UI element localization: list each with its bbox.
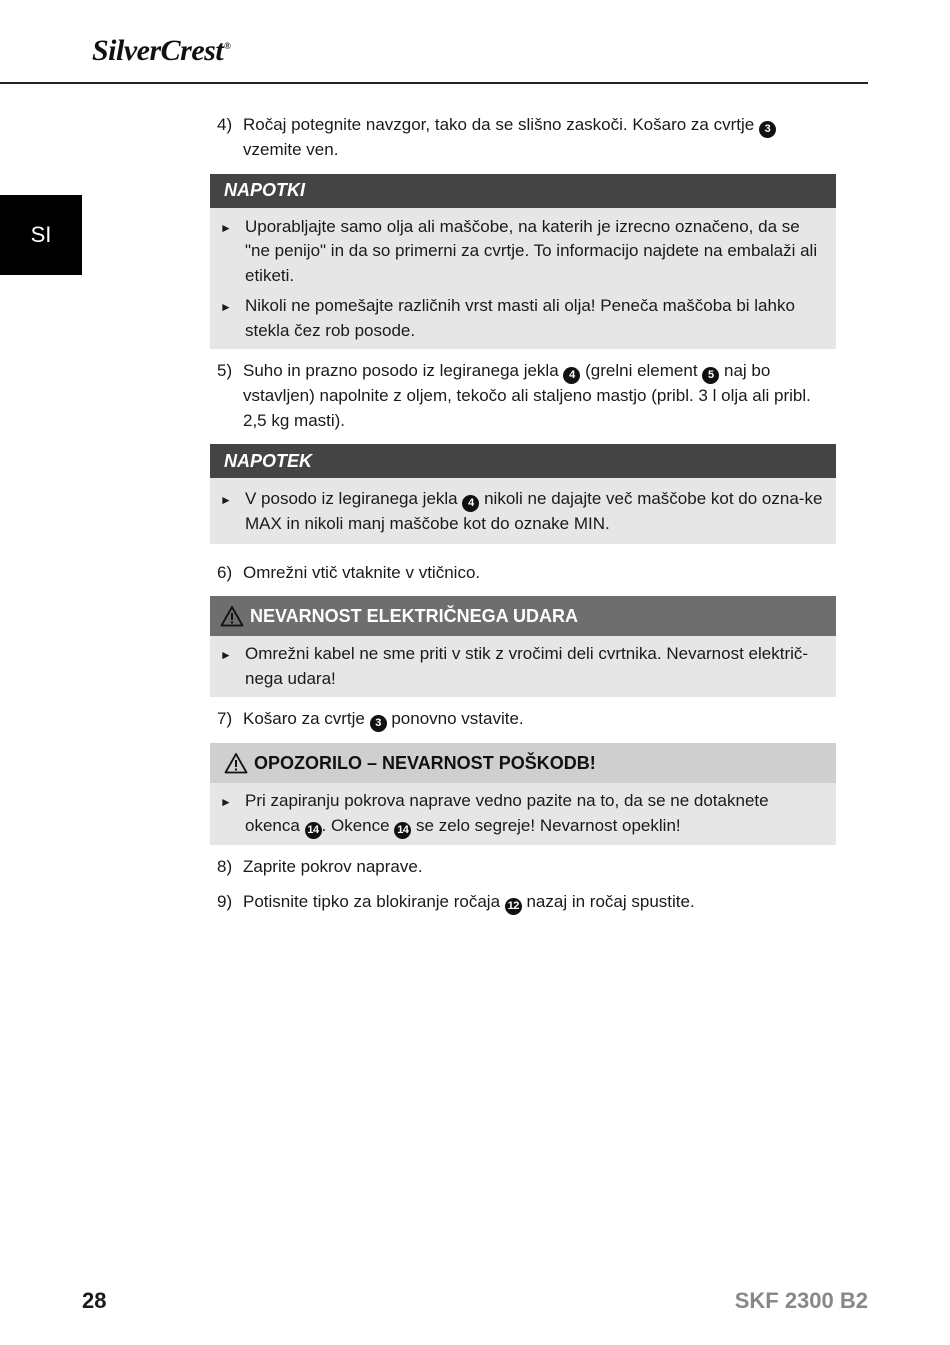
part-reference-badge: 4 [563, 367, 580, 384]
note-text-part: nikoli ne dajajte več maščobe kot do ozna-ke MAX in nikoli manj maščobe kot do oznake MIN. [245, 489, 823, 533]
step-7 [210, 707, 836, 732]
part-reference-badge: 12 [505, 898, 522, 915]
step-text-part: vzemite ven. [243, 140, 339, 159]
note-text-part: V posodo iz legiranega jekla [245, 489, 463, 508]
note-box [210, 444, 836, 544]
warning-text-part: se zelo segreje! Nevarnost opeklin! [411, 815, 681, 835]
step-text-part: ponovno vstavite. [386, 709, 524, 728]
part-reference-badge: 5 [702, 367, 719, 384]
warning-text-part: . Okence [321, 815, 395, 835]
note-title: NAPOTEK [210, 444, 836, 478]
notes-title: NAPOTKI [210, 174, 836, 208]
step-number: 4) [217, 115, 233, 134]
step-text [243, 359, 836, 433]
bullet-arrow-icon: ► [220, 493, 232, 507]
page-number: 28 [82, 1288, 107, 1313]
step-number: 7) [217, 709, 233, 728]
warning-triangle-icon [220, 605, 244, 627]
warning-title: OPOZORILO – NEVARNOST POŠKODB! [254, 752, 596, 773]
language-code: SI [30, 222, 52, 247]
step-4 [210, 113, 836, 163]
part-reference-badge: 14 [305, 822, 322, 839]
registered-mark: ® [224, 41, 231, 51]
step-number: 5) [217, 361, 233, 380]
note-text: Uporabljajte samo olja ali maščobe, na katerih je izrecno označeno, da se "ne penijo" in da so primerni za cvrtje. To informacijo najdete na embalaži ali etiketi. [245, 216, 818, 285]
step-text-part: Ročaj potegnite navzgor, tako da se slišno zaskoči. Košaro za cvrtje [243, 115, 759, 134]
model-number: SKF 2300 B2 [734, 1288, 868, 1313]
note-item [220, 215, 826, 289]
bullet-arrow-icon: ► [220, 648, 232, 662]
warning-item [220, 789, 826, 839]
warning-text [245, 789, 826, 839]
step-6 [210, 561, 836, 586]
instructions-content [210, 113, 836, 926]
step-text-part: nazaj in ročaj spustite. [521, 892, 695, 911]
warning-text-part: Pri zapiranju pokrova naprave vedno pazite na to, da se ne dotaknete okenca [245, 791, 769, 835]
part-reference-badge: 3 [370, 715, 387, 732]
step-text [243, 113, 836, 163]
notes-box [210, 174, 836, 350]
danger-header [210, 596, 836, 636]
bullet-arrow-icon: ► [220, 795, 232, 809]
warning-header [210, 743, 836, 783]
step-number: 6) [217, 562, 233, 582]
warning-box [210, 743, 836, 845]
danger-text: Omrežni kabel ne sme priti v stik z vročimi deli cvrtnika. Nevarnost električ-nega udara! [245, 644, 809, 688]
step-text-part: Potisnite tipko za blokiranje ročaja [243, 892, 505, 911]
note-item [220, 487, 826, 537]
part-reference-badge: 3 [759, 121, 776, 138]
brand-logo [92, 34, 230, 68]
danger-box [210, 596, 836, 697]
step-text-part: (grelni element [580, 361, 703, 380]
step-text [243, 707, 836, 732]
step-text [243, 890, 836, 915]
step-8 [210, 855, 836, 880]
danger-title: NEVARNOST ELEKTRIČNEGA UDARA [250, 605, 579, 626]
note-item [220, 294, 826, 343]
note-text: Nikoli ne pomešajte različnih vrst masti ali olja! Peneča maščoba bi lahko stekla čez rob posode. [245, 296, 795, 340]
step-number: 8) [217, 856, 233, 876]
step-text-part: Košaro za cvrtje [243, 709, 370, 728]
step-5 [210, 359, 836, 433]
warning-triangle-icon [224, 752, 248, 774]
bullet-arrow-icon: ► [220, 220, 232, 235]
step-text-part: Suho in prazno posodo iz legiranega jekla [243, 361, 564, 380]
brand-name: SilverCrest [92, 34, 224, 67]
step-text-part: naj bo vstavljen) napolnite z oljem, tekočo ali staljeno mastjo (pribl. 3 l olja ali pribl. 2,5 kg masti). [243, 361, 811, 430]
part-reference-badge: 14 [394, 822, 411, 839]
note-text [245, 487, 826, 537]
language-tab [0, 195, 82, 275]
bullet-arrow-icon: ► [220, 300, 232, 314]
step-text: Zaprite pokrov naprave. [243, 856, 423, 876]
header-divider [0, 82, 868, 84]
step-text: Omrežni vtič vtaknite v vtičnico. [243, 562, 481, 582]
danger-item [220, 642, 826, 691]
part-reference-badge: 4 [462, 495, 479, 512]
step-9 [210, 890, 836, 915]
step-number: 9) [217, 892, 233, 911]
